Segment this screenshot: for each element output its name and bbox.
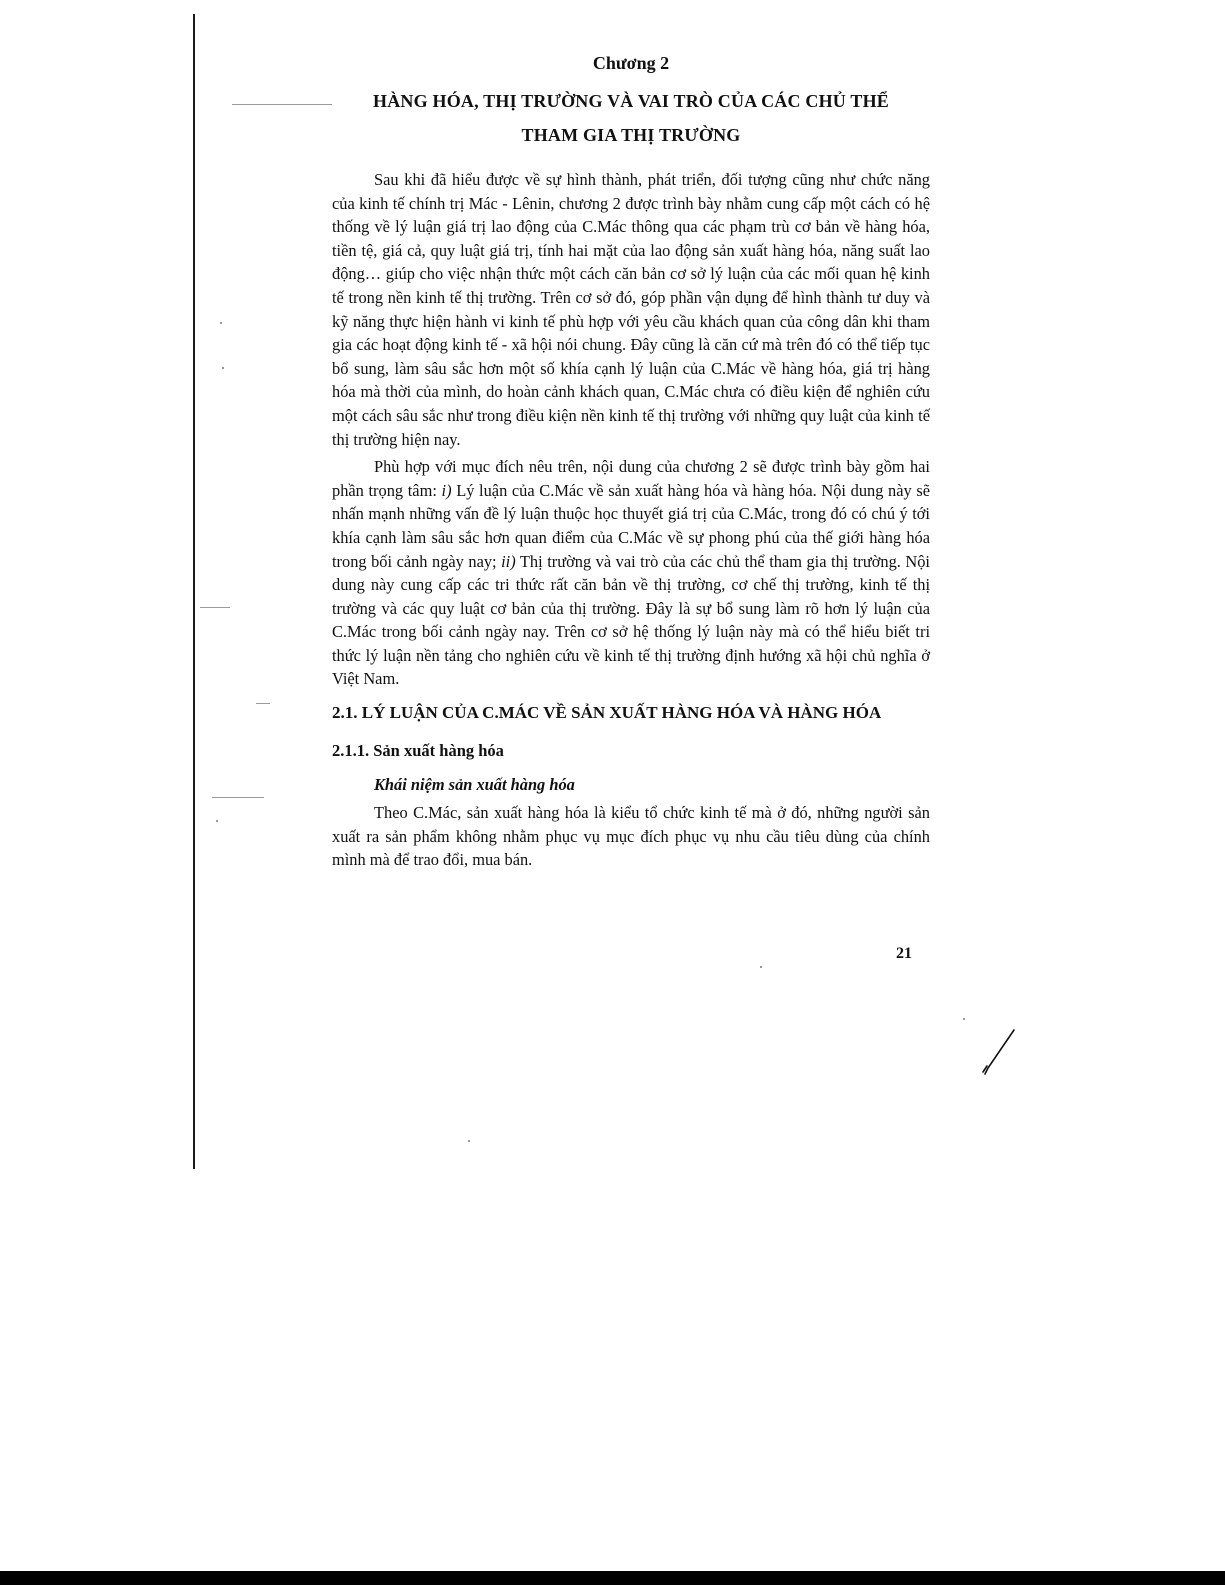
intro-paragraph-1: Sau khi đã hiểu được về sự hình thành, phát triển, đối tượng cũng như chức năng của kinh tế chính trị Mác - Lênin, chương 2 được trình bày nhằm cung cấp một cách có hệ thống về lý luận giá trị lao động của C.Mác thông qua các phạm trù cơ bản về hàng hóa, tiền tệ, giá cả, quy luật giá trị, tính hai mặt của lao động sản xuất hàng hóa, năng suất lao động… giúp cho việc nhận thức một cách căn bản cơ sở lý luận của các mối quan hệ kinh tế trong nền kinh tế thị trường. Trên cơ sở đó, góp phần vận dụng để hình thành tư duy và kỹ năng thực hiện hành vi kinh tế phù hợp với yêu cầu khách quan của công dân khi tham gia các hoạt động kinh tế - xã hội nói chung. Đây cũng là căn cứ mà trên đó có thể tiếp tục bổ sung, làm sâu sắc hơn một số khía cạnh lý luận của C.Mác về hàng hóa, giá trị hàng hóa mà thời của mình, do hoàn cảnh khách quan, C.Mác chưa có điều kiện để nghiên cứu một cách sâu sắc như trong điều kiện nền kinh tế thị trường với những quy luật của kinh tế thị trường hiện nay.: [332, 170, 930, 449]
chapter-label: Chương 2: [592, 53, 670, 73]
scan-artifact-dot: [760, 966, 762, 968]
scan-artifact-dot: [963, 1018, 965, 1020]
page-number: 21: [896, 945, 912, 962]
intro-paragraph-2-part-b: Lý luận của C.Mác về sản xuất hàng hóa và hàng hóa. Nội dung này sẽ nhấn mạnh những vấn đề lý luận thuộc học thuyết giá trị của C.Mác, trong đó có chú ý tới khía cạnh làm sâu sắc hơn quan điểm của C.Mác về sự phong phú của thế giới hàng hóa trong bối cảnh ngày nay;: [332, 480, 931, 571]
scan-artifact-dot: [222, 367, 224, 369]
scan-artifact-dash: [200, 607, 230, 608]
concept-paragraph: Theo C.Mác, sản xuất hàng hóa là kiểu tổ chức kinh tế mà ở đó, những người sản xuất ra sản phẩm không nhằm phục vụ mục đích phục vụ nhu cầu tiêu dùng của chính mình mà để trao đổi, mua bán.: [332, 803, 930, 870]
pen-stroke-mark: [978, 1028, 1018, 1076]
chapter-title-line-2: THAM GIA THỊ TRƯỜNG: [521, 125, 741, 145]
scan-artifact-dot: [468, 1140, 470, 1142]
intro-paragraph-2-part-c: Thị trường và vai trò của các chủ thể tham gia thị trường. Nội dung này cung cấp các tri thức rất căn bản về thị trường, cơ chế thị trường, kinh tế thị trường và các quy luật cơ bản của thị trường. Đây là sự bổ sung làm rõ hơn lý luận của C.Mác trong bối cảnh ngày nay. Trên cơ sở hệ thống lý luận này mà có thể hiểu biết tri thức lý luận nền tảng cho nghiên cứu về kinh tế thị trường định hướng xã hội chủ nghĩa ở Việt Nam.: [332, 551, 930, 689]
section-heading: 2.1. LÝ LUẬN CỦA C.MÁC VỀ SẢN XUẤT HÀNG HÓA VÀ HÀNG HÓA: [332, 703, 882, 723]
scan-artifact-dash: [212, 797, 264, 798]
subsection-heading: 2.1.1. Sản xuất hàng hóa: [332, 741, 504, 761]
document-page: [332, 50, 930, 872]
concept-heading: Khái niệm sản xuất hàng hóa: [374, 775, 575, 795]
scan-bottom-edge: [0, 1571, 1225, 1585]
scan-artifact-dash: [232, 104, 332, 105]
list-marker-ii: ii): [501, 551, 516, 571]
scan-left-border: [193, 14, 195, 1169]
intro-paragraph-2: [332, 455, 930, 691]
chapter-title-line-1: HÀNG HÓA, THỊ TRƯỜNG VÀ VAI TRÒ CỦA CÁC CHỦ THỂ: [373, 91, 889, 111]
list-marker-i: i): [441, 480, 452, 500]
intro-paragraph-2-part-a: Phù hợp với mục đích nêu trên, nội dung của chương 2 sẽ được trình bày gồm hai phần trọng tâm:: [332, 457, 930, 500]
scan-artifact-dot: [220, 322, 222, 324]
chapter-title: [332, 84, 930, 152]
scan-artifact-dot: [216, 820, 218, 822]
scan-artifact-dash: [256, 703, 270, 704]
